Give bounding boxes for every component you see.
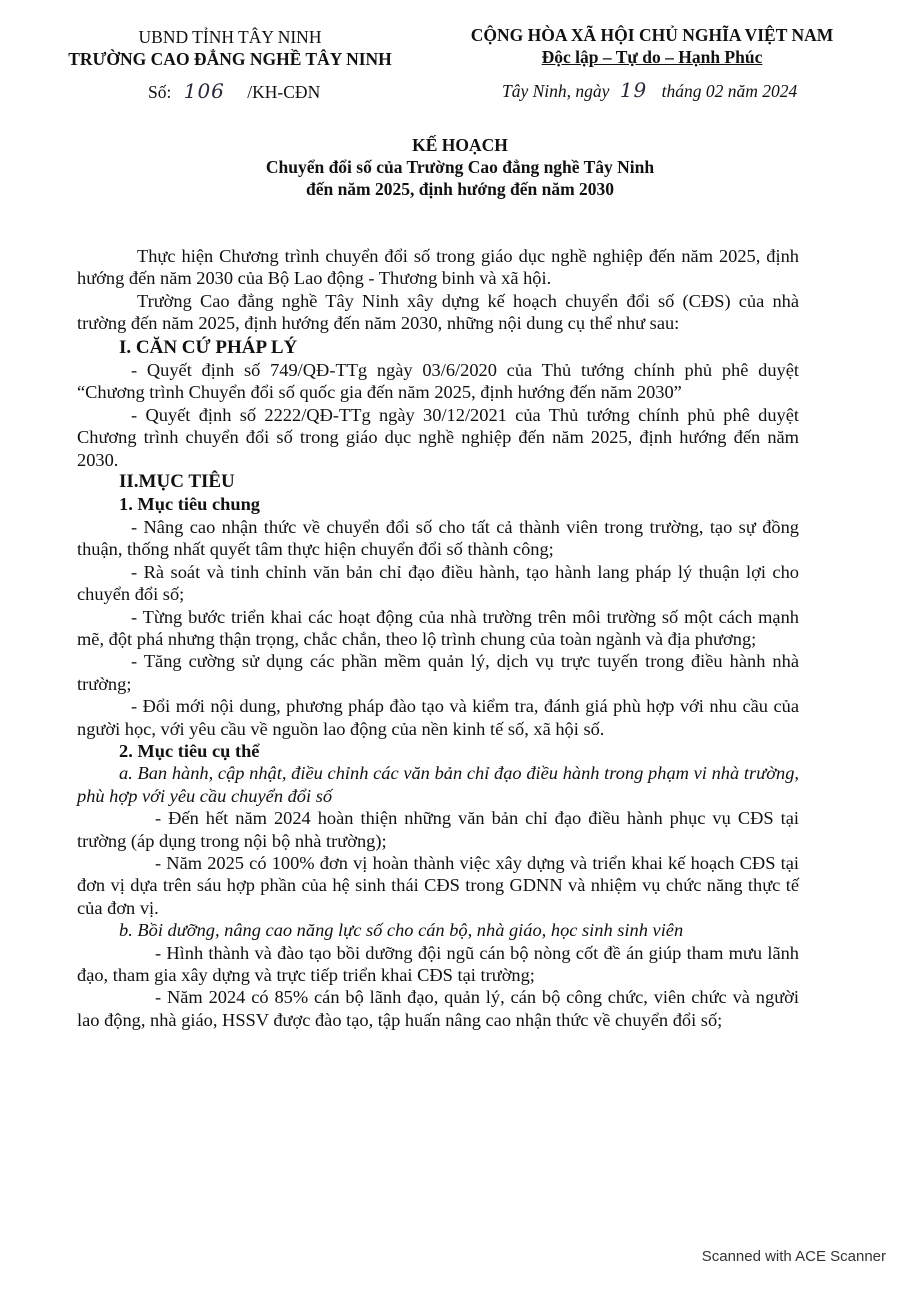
document-date <box>502 78 797 102</box>
general-goal-item-1: - Nâng cao nhận thức về chuyển đổi số cho tất cả thành viên trong trường, tạo sự đồng thuận, thống nhất quyết tâm thực hiện chuyển đổi số thành công; <box>77 516 799 560</box>
legal-basis-item-2: - Quyết định số 2222/QĐ-TTg ngày 30/12/2021 của Thủ tướng chính phủ phê duyệt Chương trình chuyển đổi số trong giáo dục nghề nghiệp đến năm 2025, định hướng đến năm 2030. <box>77 404 799 470</box>
document-type-title: KẾ HOẠCH <box>412 135 508 155</box>
scanner-watermark: Scanned with ACE Scanner <box>701 1248 886 1265</box>
document-subject-line-1: Chuyển đổi số của Trường Cao đẳng nghề Tây Ninh <box>265 157 655 177</box>
legal-basis-item-1: - Quyết định số 749/QĐ-TTg ngày 03/6/2020 của Thủ tướng chính phủ phê duyệt “Chương trình Chuyển đổi số quốc gia đến năm 2025, định hướng đến năm 2030” <box>77 360 799 403</box>
specific-goal-a-item-1: - Đến hết năm 2024 hoàn thiện những văn bản chỉ đạo điều hành phục vụ CĐS tại trường (áp dụng trong nội bộ nhà trường); <box>77 808 799 851</box>
issuing-organization <box>40 26 420 70</box>
scanner-footer <box>0 1218 912 1290</box>
date-day-handwritten: 19 <box>619 78 648 102</box>
specific-goal-a-item-2: - Năm 2025 có 100% đơn vị hoàn thành việc xây dựng và triển khai kế hoạch CĐS tại đơn vị dựa trên sáu hợp phần của hệ sinh thái CĐS trong GDNN và nhiệm vụ chức năng thực tế của đơn vị. <box>77 852 799 918</box>
document-subject-line-2: đến năm 2025, định hướng đến năm 2030 <box>305 179 615 199</box>
document-body <box>77 245 799 1031</box>
org-line-1: UBND TỈNH TÂY NINH <box>138 27 322 47</box>
specific-goal-b-heading: b. Bồi dưỡng, nâng cao năng lực số cho cán bộ, nhà giáo, học sinh sinh viên <box>119 920 684 941</box>
section-2-heading: II.MỤC TIÊU <box>119 471 235 493</box>
general-goal-item-3: - Từng bước triển khai các hoạt động của nhà trường trên môi trường số một cách mạnh mẽ, đột phá nhưng thận trọng, chắc chắn, theo lộ trình chung của toàn ngành và địa phương; <box>77 606 799 649</box>
document-number <box>148 79 320 103</box>
specific-goals-heading: 2. Mục tiêu cụ thể <box>119 740 260 761</box>
doc-number-label: Số: <box>148 82 172 102</box>
section-1-heading: I. CĂN CỨ PHÁP LÝ <box>119 336 298 358</box>
doc-number-handwritten: 106 <box>183 79 225 103</box>
specific-goal-b-item-1: - Hình thành và đào tạo bồi dưỡng đội ngũ cán bộ nòng cốt đề án giúp tham mưu lãnh đạo, tham gia xây dựng và trực tiếp triển khai CĐS tại trường; <box>77 942 799 985</box>
org-line-2: TRƯỜNG CAO ĐẲNG NGHỀ TÂY NINH <box>68 49 392 69</box>
national-motto <box>432 24 872 68</box>
date-prefix: Tây Ninh, ngày <box>502 81 610 101</box>
specific-goal-b-item-2: - Năm 2024 có 85% cán bộ lãnh đạo, quản lý, cán bộ công chức, viên chức và người lao động, nhà giáo, HSSV được đào tạo, tập huấn nâng cao nhận thức về chuyển đổi số; <box>77 987 799 1030</box>
nation-line-1: CỘNG HÒA XÃ HỘI CHỦ NGHĨA VIỆT NAM <box>470 25 834 45</box>
intro-paragraph-1: Thực hiện Chương trình chuyển đổi số trong giáo dục nghề nghiệp đến năm 2025, định hướng đến năm 2030 của Bộ Lao động - Thương binh và xã hội. <box>77 246 799 289</box>
general-goal-item-2: - Rà soát và tinh chỉnh văn bản chỉ đạo điều hành, tạo hành lang pháp lý thuận lợi cho chuyển đổi số; <box>77 561 799 605</box>
specific-goal-a-heading: a. Ban hành, cập nhật, điều chỉnh các văn bản chỉ đạo điều hành trong phạm vi nhà trường, phù hợp với yêu cầu chuyển đổi số <box>77 763 799 806</box>
general-goal-item-4: - Tăng cường sử dụng các phần mềm quản lý, dịch vụ trực tuyến trong điều hành nhà trường; <box>77 651 799 694</box>
general-goals-heading: 1. Mục tiêu chung <box>119 494 261 515</box>
general-goal-item-5: - Đổi mới nội dung, phương pháp đào tạo và kiểm tra, đánh giá phù hợp với nhu cầu của người học, với yêu cầu về nguồn lao động của nền kinh tế số, xã hội số. <box>77 696 799 739</box>
date-suffix: tháng 02 năm 2024 <box>661 81 798 101</box>
doc-number-suffix: /KH-CĐN <box>247 82 321 102</box>
nation-line-2: Độc lập – Tự do – Hạnh Phúc <box>541 47 763 67</box>
intro-paragraph-2: Trường Cao đẳng nghề Tây Ninh xây dựng kế hoạch chuyển đổi số (CĐS) của nhà trường đến năm 2025, định hướng đến năm 2030, những nội dung cụ thể như sau: <box>77 290 799 334</box>
